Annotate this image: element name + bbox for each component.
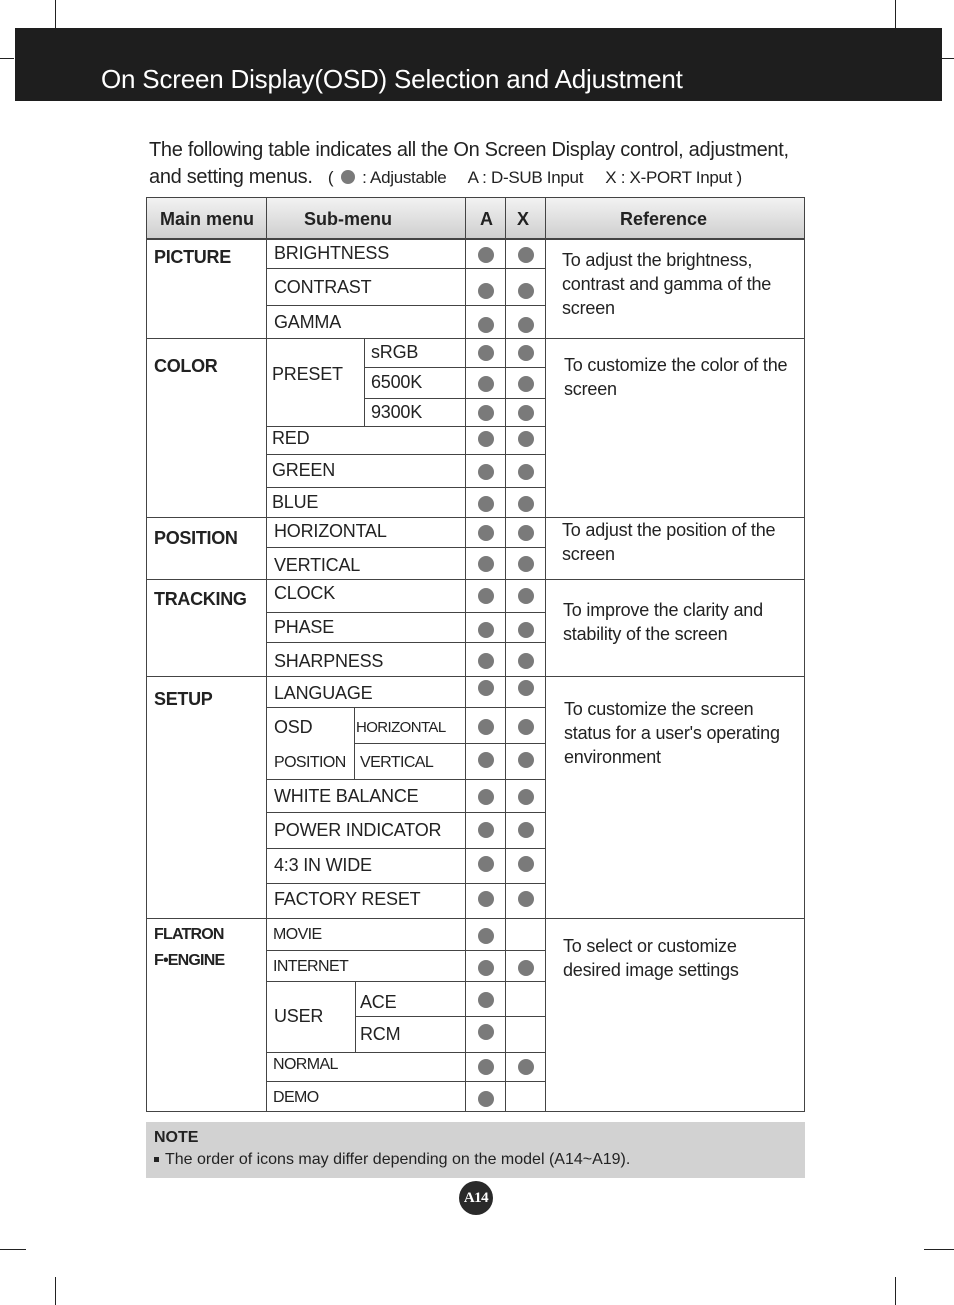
crop-mark <box>0 58 14 59</box>
adjustable-dot-icon <box>518 719 534 735</box>
legend <box>328 168 742 187</box>
sub-user: USER <box>274 1006 324 1026</box>
adjustable-dot-icon <box>518 789 534 805</box>
row-line <box>266 454 545 455</box>
adjustable-dot-icon <box>518 283 534 299</box>
sub-demo: DEMO <box>273 1089 319 1106</box>
sub-red: RED <box>272 428 310 448</box>
row-line <box>266 1052 545 1053</box>
row-line <box>364 398 545 399</box>
row-line <box>266 612 545 613</box>
row-line <box>266 547 545 548</box>
adjustable-dot-icon <box>478 719 494 735</box>
section-line <box>147 676 804 677</box>
header-reference: Reference <box>620 209 708 229</box>
adjustable-dot-icon <box>518 317 534 333</box>
section-line <box>147 579 804 580</box>
adjustable-dot-icon <box>478 622 494 638</box>
adjustable-dot-icon <box>478 992 494 1008</box>
reference-position: To adjust the position of the screen <box>562 520 776 564</box>
sub-movie: MOVIE <box>273 926 322 943</box>
adjustable-dot-icon <box>478 653 494 669</box>
adjustable-dot-icon <box>518 1059 534 1075</box>
sub-clock: CLOCK <box>274 583 336 603</box>
note-box <box>146 1122 805 1178</box>
column-line <box>505 198 506 1111</box>
reference-tracking: To improve the clarity and stability of the screen <box>563 600 763 644</box>
sub-internet: INTERNET <box>273 958 349 975</box>
sub-normal: NORMAL <box>273 1056 338 1073</box>
adjustable-dot-icon <box>478 856 494 872</box>
row-line <box>266 981 545 982</box>
adjustable-dot-icon <box>478 1024 494 1040</box>
adjustable-dot-icon <box>518 752 534 768</box>
adjustable-dot-icon <box>478 588 494 604</box>
sub-phase: PHASE <box>274 617 335 637</box>
row-line <box>266 883 545 884</box>
main-menu-color: COLOR <box>154 356 218 376</box>
note-text <box>154 1151 630 1169</box>
crop-mark <box>924 1249 954 1250</box>
crop-mark <box>55 1277 56 1305</box>
adjustable-dot-icon <box>518 891 534 907</box>
adjustable-dot-icon <box>518 680 534 696</box>
row-line <box>266 707 545 708</box>
adjustable-dot-icon <box>518 525 534 541</box>
row-line <box>266 779 545 780</box>
page-number-badge: A14 <box>459 1181 493 1215</box>
legend-open: ( <box>327 168 334 187</box>
adjustable-dot-icon <box>518 822 534 838</box>
adjustable-dot-icon <box>478 525 494 541</box>
sub-4-3-in-wide: 4:3 IN WIDE <box>274 855 372 875</box>
row-line <box>266 426 545 427</box>
crop-mark <box>942 58 954 59</box>
main-menu-flatron-line1: FLATRON <box>154 926 224 943</box>
reference-picture: To adjust the brightness, contrast and gamma of the screen <box>562 250 772 318</box>
adjustable-dot-icon <box>478 680 494 696</box>
adjustable-dot-icon <box>518 653 534 669</box>
table-header <box>147 198 804 240</box>
note-text-content: The order of icons may differ depending on the model (A14~A19). <box>165 1151 631 1168</box>
adjustable-dot-icon <box>478 928 494 944</box>
adjustable-dot-icon <box>518 431 534 447</box>
row-line <box>266 1081 545 1082</box>
sub-horizontal: HORIZONTAL <box>274 521 387 541</box>
sub-osd: OSD <box>274 717 313 737</box>
sub-osd-position: POSITION <box>274 754 346 771</box>
crop-mark <box>895 0 896 28</box>
adjustable-dot-icon <box>518 405 534 421</box>
row-line <box>266 812 545 813</box>
column-line <box>545 198 546 1111</box>
row-line <box>364 367 545 368</box>
intro-line-1: The following table indicates all the On Screen Display control, adjustment, <box>149 139 789 161</box>
adjustable-dot-icon <box>478 789 494 805</box>
adjustable-dot-icon <box>518 464 534 480</box>
sub-6500k: 6500K <box>371 372 423 392</box>
adjustable-dot-icon <box>478 960 494 976</box>
adjustable-dot-icon <box>478 405 494 421</box>
row-line <box>266 950 545 951</box>
adjustable-dot-icon <box>518 960 534 976</box>
header-a: A <box>480 209 493 229</box>
header-main-menu: Main menu <box>160 209 255 229</box>
row-line <box>266 487 545 488</box>
adjustable-dot-icon <box>518 376 534 392</box>
adjustable-dot-icon <box>478 891 494 907</box>
reference-color: To customize the color of the screen <box>564 355 788 399</box>
adjustable-dot-icon <box>478 345 494 361</box>
adjustable-dot-icon <box>518 856 534 872</box>
row-line <box>266 848 545 849</box>
sub-osd-horizontal: HORIZONTAL <box>356 719 446 736</box>
bullet-icon <box>154 1157 159 1162</box>
sub-contrast: CONTRAST <box>274 277 372 297</box>
note-title: NOTE <box>154 1129 199 1146</box>
main-menu-picture: PICTURE <box>154 247 231 267</box>
sub-blue: BLUE <box>272 492 319 512</box>
adjustable-dot-icon <box>478 496 494 512</box>
adjustable-dot-icon <box>518 345 534 361</box>
sub-language: LANGUAGE <box>274 683 373 703</box>
adjustable-dot-icon <box>478 317 494 333</box>
crop-mark <box>0 1249 26 1250</box>
adjustable-dot-icon <box>518 622 534 638</box>
sub-brightness: BRIGHTNESS <box>274 243 390 263</box>
adjustable-dot-icon <box>478 431 494 447</box>
sub-gamma: GAMMA <box>274 312 342 332</box>
main-menu-flatron <box>154 922 224 974</box>
section-line <box>147 338 804 339</box>
sub-9300k: 9300K <box>371 402 423 422</box>
adjustable-dot-icon <box>518 588 534 604</box>
crop-mark <box>55 0 56 28</box>
intro-line-2 <box>149 164 789 191</box>
adjustable-dot-icon <box>478 822 494 838</box>
reference-flatron: To select or customize desired image settings <box>563 936 739 980</box>
main-menu-tracking: TRACKING <box>154 589 247 609</box>
sub-power-indicator: POWER INDICATOR <box>274 820 442 840</box>
row-line <box>266 642 545 643</box>
column-line <box>266 198 267 1111</box>
main-menu-flatron-line2: F•ENGINE <box>154 952 225 969</box>
sub-osd-vertical: VERTICAL <box>360 754 434 771</box>
main-menu-position: POSITION <box>154 528 238 548</box>
adjustable-dot-icon <box>478 464 494 480</box>
adjustable-dot-icon <box>478 752 494 768</box>
adjustable-dot-icon <box>478 247 494 263</box>
sub-green: GREEN <box>272 460 336 480</box>
adjustable-dot-icon <box>341 170 355 184</box>
legend-adjustable: : Adjustable <box>362 168 447 187</box>
sub-ace: ACE <box>360 992 397 1012</box>
row-line <box>266 305 545 306</box>
intro-text <box>149 137 789 191</box>
adjustable-dot-icon <box>518 496 534 512</box>
column-line <box>364 339 365 426</box>
adjustable-dot-icon <box>478 556 494 572</box>
legend-x: X : X-PORT Input ) <box>605 168 742 187</box>
header-x: X <box>517 209 530 229</box>
sub-white-balance: WHITE BALANCE <box>274 786 419 806</box>
page-title: On Screen Display(OSD) Selection and Adjustment <box>101 64 683 94</box>
osd-menu-table <box>146 197 805 1112</box>
adjustable-dot-icon <box>478 1059 494 1075</box>
adjustable-dot-icon <box>518 556 534 572</box>
sub-factory-reset: FACTORY RESET <box>274 889 421 909</box>
adjustable-dot-icon <box>518 247 534 263</box>
sub-preset: PRESET <box>272 364 343 384</box>
sub-vertical: VERTICAL <box>274 555 361 575</box>
sub-srgb: sRGB <box>371 342 419 362</box>
adjustable-dot-icon <box>478 376 494 392</box>
row-line <box>354 743 545 744</box>
column-line <box>465 198 466 1111</box>
row-line <box>355 1016 545 1017</box>
sub-rcm: RCM <box>360 1024 401 1044</box>
row-line <box>266 268 545 269</box>
reference-setup: To customize the screen status for a user's operating environment <box>564 699 780 767</box>
crop-mark <box>895 1277 896 1305</box>
adjustable-dot-icon <box>478 1091 494 1107</box>
section-line <box>147 918 804 919</box>
adjustable-dot-icon <box>478 283 494 299</box>
sub-sharpness: SHARPNESS <box>274 651 384 671</box>
intro-line-2-text: and setting menus. <box>149 166 313 188</box>
header-sub-menu: Sub-menu <box>304 209 392 229</box>
legend-a: A : D-SUB Input <box>467 168 584 187</box>
main-menu-setup: SETUP <box>154 689 213 709</box>
